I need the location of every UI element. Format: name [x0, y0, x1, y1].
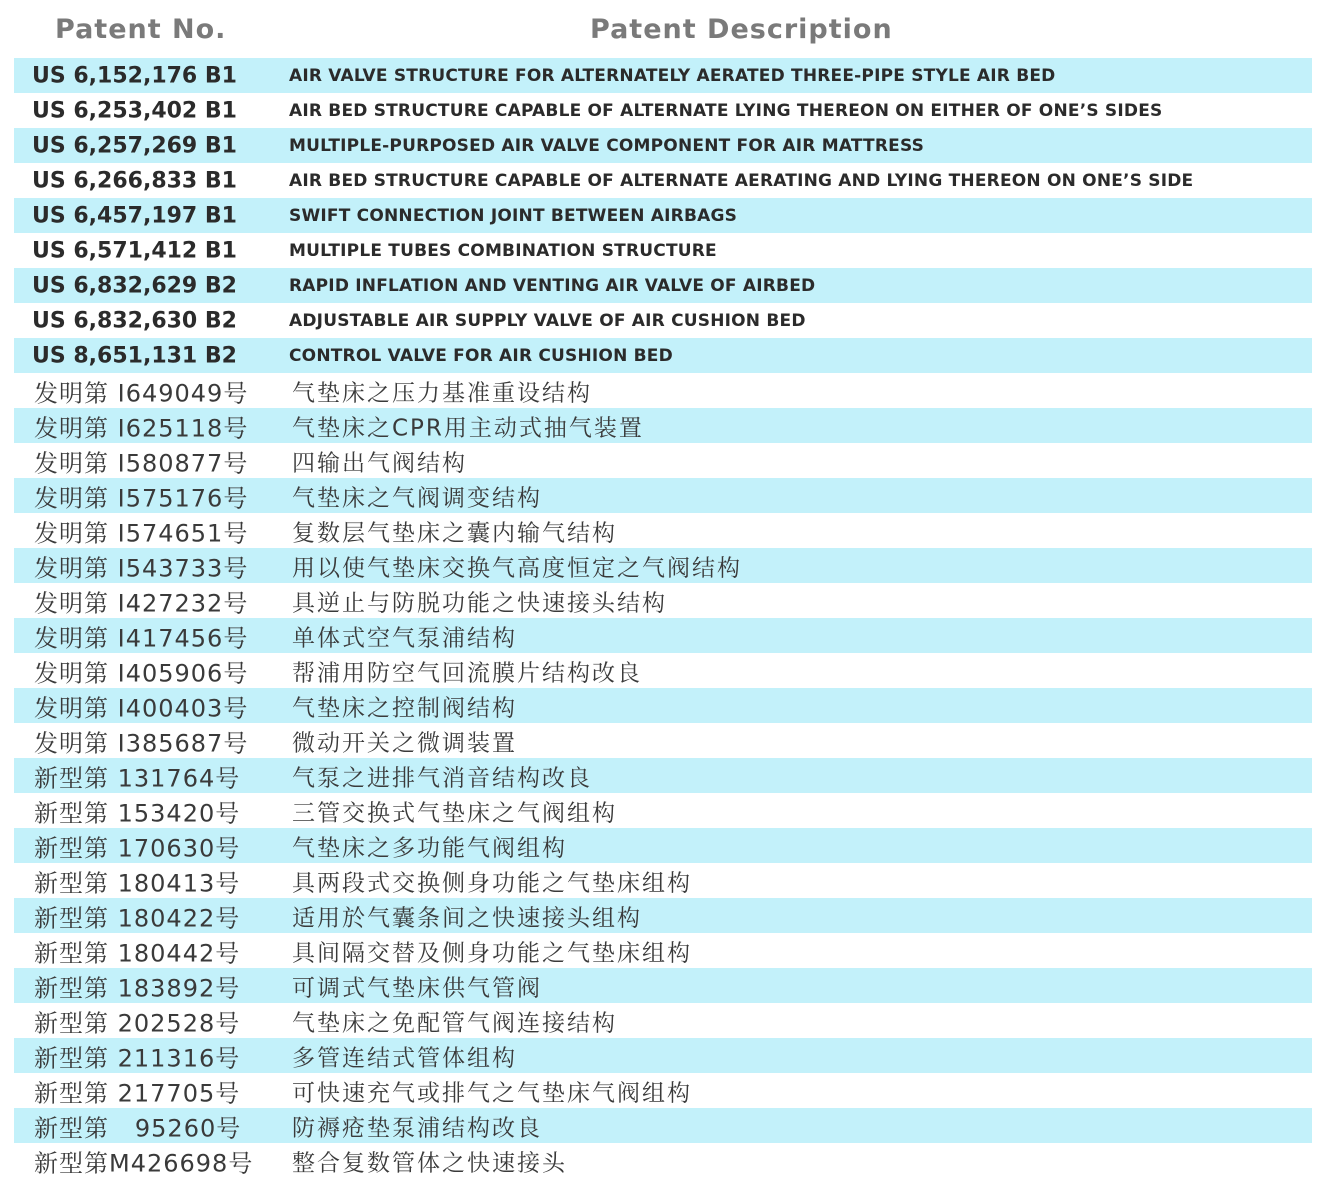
patent-number: 新型第 180413号 [34, 869, 241, 897]
patent-number: 新型第 180442号 [34, 939, 241, 967]
patent-number: US 6,257,269 B1 [32, 133, 237, 158]
table-row [14, 93, 1312, 128]
patent-description: 三管交换式气垫床之气阀组构 [292, 800, 617, 826]
table-row [14, 373, 1312, 408]
patent-number: US 6,152,176 B1 [32, 63, 237, 88]
patent-description: 具间隔交替及侧身功能之气垫床组构 [292, 940, 692, 966]
patent-number: 发明第 I649049号 [34, 379, 249, 407]
patent-number: 新型第 202528号 [34, 1009, 241, 1037]
patent-description: 单体式空气泵浦结构 [292, 625, 517, 651]
patent-number: 新型第 180422号 [34, 904, 241, 932]
patent-description: AIR VALVE STRUCTURE FOR ALTERNATELY AERATED THREE-PIPE STYLE AIR BED [289, 65, 1056, 86]
patent-number: US 6,253,402 B1 [32, 98, 237, 123]
patent-number: US 6,457,197 B1 [32, 203, 237, 228]
table-row [14, 233, 1312, 268]
table-row [14, 443, 1312, 478]
patent-description: AIR BED STRUCTURE CAPABLE OF ALTERNATE AERATING AND LYING THEREON ON ONE’S SIDE [289, 170, 1194, 191]
table-row [14, 303, 1312, 338]
patent-description: 可快速充气或排气之气垫床气阀组构 [292, 1080, 692, 1106]
table-row [14, 513, 1312, 548]
patent-description: 具逆止与防脱功能之快速接头结构 [292, 590, 667, 616]
patent-description: 气垫床之压力基准重设结构 [292, 380, 592, 406]
table-row [14, 408, 1312, 443]
patent-number: 新型第M426698号 [34, 1149, 254, 1177]
patent-description: RAPID INFLATION AND VENTING AIR VALVE OF AIRBED [289, 275, 816, 296]
patent-number: 新型第 170630号 [34, 834, 241, 862]
patent-number: US 6,266,833 B1 [32, 168, 237, 193]
patent-description: 帮浦用防空气回流膜片结构改良 [292, 660, 642, 686]
table-row [14, 1003, 1312, 1038]
patent-number: US 6,832,630 B2 [32, 308, 237, 333]
table-row [14, 548, 1312, 583]
table-row [14, 828, 1312, 863]
table-row [14, 1073, 1312, 1108]
table-row [14, 1108, 1312, 1143]
table-row [14, 758, 1312, 793]
table-row [14, 863, 1312, 898]
patent-description: 气垫床之多功能气阀组构 [292, 835, 567, 861]
patent-description: 整合复数管体之快速接头 [292, 1150, 567, 1176]
patent-number: 发明第 I574651号 [34, 519, 249, 547]
patent-number: 新型第 131764号 [34, 764, 241, 792]
table-row [14, 1038, 1312, 1073]
table-row [14, 128, 1312, 163]
patent-description: 适用於气囊条间之快速接头组构 [292, 905, 642, 931]
patent-number: 发明第 I575176号 [34, 484, 249, 512]
patent-number: 新型第 153420号 [34, 799, 241, 827]
patent-description: 四输出气阀结构 [292, 450, 467, 476]
patent-description: 气泵之进排气消音结构改良 [292, 765, 592, 791]
patent-number: 发明第 I543733号 [34, 554, 249, 582]
table-row [14, 58, 1312, 93]
table-row [14, 478, 1312, 513]
table-row [14, 723, 1312, 758]
patent-description: CONTROL VALVE FOR AIR CUSHION BED [289, 345, 673, 366]
patent-description: 可调式气垫床供气管阀 [292, 975, 542, 1001]
patent-number: US 6,832,629 B2 [32, 273, 237, 298]
patent-number: 新型第 95260号 [34, 1114, 242, 1142]
patent-number: 发明第 I405906号 [34, 659, 249, 687]
table-row [14, 163, 1312, 198]
patent-description: MULTIPLE TUBES COMBINATION STRUCTURE [289, 240, 717, 261]
patent-description: 气垫床之免配管气阀连接结构 [292, 1010, 617, 1036]
table-row [14, 583, 1312, 618]
patent-number: US 8,651,131 B2 [32, 343, 237, 368]
patent-description-column-header: Patent Description [590, 14, 893, 45]
patent-no-column-header: Patent No. [55, 14, 227, 45]
table-header [0, 0, 1335, 58]
table-row [14, 688, 1312, 723]
table-row [14, 268, 1312, 303]
table-row [14, 793, 1312, 828]
patent-table [14, 58, 1312, 1178]
patent-number: 新型第 183892号 [34, 974, 241, 1002]
patent-description: ADJUSTABLE AIR SUPPLY VALVE OF AIR CUSHION BED [289, 310, 806, 331]
patent-number: 发明第 I427232号 [34, 589, 249, 617]
table-row [14, 1143, 1312, 1178]
patent-description: MULTIPLE-PURPOSED AIR VALVE COMPONENT FOR AIR MATTRESS [289, 135, 925, 156]
patent-description: SWIFT CONNECTION JOINT BETWEEN AIRBAGS [289, 205, 738, 226]
table-row [14, 618, 1312, 653]
patent-description: 复数层气垫床之囊内输气结构 [292, 520, 617, 546]
table-row [14, 338, 1312, 373]
patent-number: 发明第 I580877号 [34, 449, 249, 477]
patent-number: US 6,571,412 B1 [32, 238, 237, 263]
patent-number: 发明第 I400403号 [34, 694, 249, 722]
table-row [14, 898, 1312, 933]
patent-number: 新型第 217705号 [34, 1079, 241, 1107]
patent-description: 气垫床之CPR用主动式抽气装置 [292, 415, 644, 441]
table-row [14, 968, 1312, 1003]
patent-number: 发明第 I625118号 [34, 414, 249, 442]
patent-number: 发明第 I385687号 [34, 729, 249, 757]
patent-description: 多管连结式管体组构 [292, 1045, 517, 1071]
table-row [14, 933, 1312, 968]
table-row [14, 198, 1312, 233]
patent-description: AIR BED STRUCTURE CAPABLE OF ALTERNATE LYING THEREON ON EITHER OF ONE’S SIDES [289, 100, 1163, 121]
table-row [14, 653, 1312, 688]
patent-description: 具两段式交换侧身功能之气垫床组构 [292, 870, 692, 896]
patent-description: 微动开关之微调装置 [292, 730, 517, 756]
patent-description: 气垫床之控制阀结构 [292, 695, 517, 721]
patent-number: 发明第 I417456号 [34, 624, 249, 652]
patent-description: 气垫床之气阀调变结构 [292, 485, 542, 511]
patent-number: 新型第 211316号 [34, 1044, 241, 1072]
patent-description: 防褥疮垫泵浦结构改良 [292, 1115, 542, 1141]
patent-description: 用以使气垫床交换气高度恒定之气阀结构 [292, 555, 742, 581]
